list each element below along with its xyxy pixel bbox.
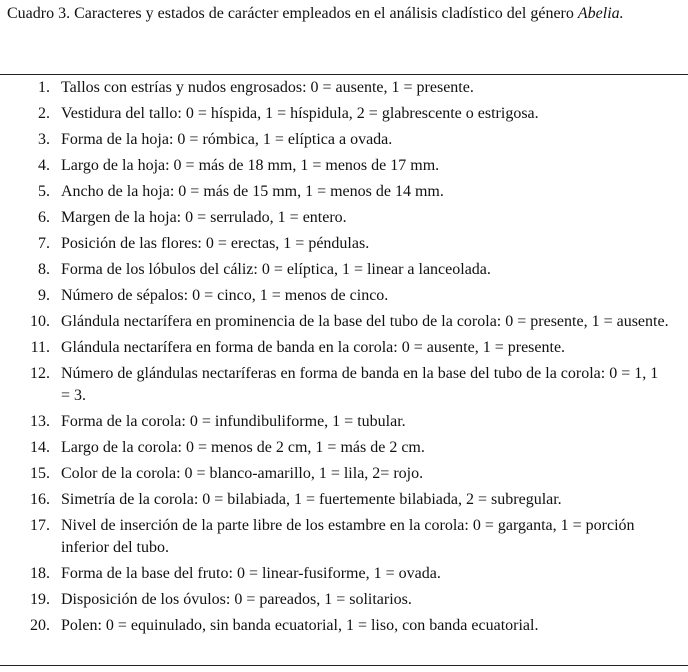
item-text: Tallos con estrías y nudos engrosados: 0 = ausente, 1 = presente. bbox=[61, 79, 474, 96]
item-text: Glándula nectarífera en prominencia de la base del tubo de la corola: 0 = presente, 1 = ausente. bbox=[61, 313, 669, 330]
item-text: Largo de la hoja: 0 = más de 18 mm, 1 = menos de 17 mm. bbox=[61, 157, 440, 174]
list-item bbox=[0, 563, 688, 585]
item-number: 6. bbox=[38, 209, 50, 226]
item-number: 9. bbox=[38, 287, 50, 304]
list-item bbox=[0, 77, 688, 99]
item-number: 10. bbox=[30, 313, 50, 330]
list-item bbox=[0, 129, 688, 151]
top-rule bbox=[0, 74, 688, 75]
item-number: 1. bbox=[38, 79, 50, 96]
list-item bbox=[0, 437, 688, 459]
list-item bbox=[0, 207, 688, 229]
list-item bbox=[0, 589, 688, 611]
item-number: 8. bbox=[38, 261, 50, 278]
item-number: 14. bbox=[30, 439, 50, 456]
item-number: 4. bbox=[38, 157, 50, 174]
item-text: Margen de la hoja: 0 = serrulado, 1 = entero. bbox=[61, 209, 347, 226]
item-text: Forma de los lóbulos del cáliz: 0 = elíptica, 1 = linear a lanceolada. bbox=[61, 261, 491, 278]
item-text: Ancho de la hoja: 0 = más de 15 mm, 1 = menos de 14 mm. bbox=[61, 183, 444, 200]
item-number: 18. bbox=[30, 565, 50, 582]
item-text: Posición de las flores: 0 = erectas, 1 = péndulas. bbox=[61, 235, 370, 252]
list-item bbox=[0, 155, 688, 177]
item-number: 20. bbox=[30, 617, 50, 634]
item-text: Polen: 0 = equinulado, sin banda ecuatorial, 1 = liso, con banda ecuatorial. bbox=[61, 617, 539, 634]
list-item bbox=[0, 463, 688, 485]
item-text: Número de sépalos: 0 = cinco, 1 = menos de cinco. bbox=[61, 287, 389, 304]
list-item bbox=[0, 411, 688, 433]
list-item bbox=[0, 259, 688, 281]
item-number: 3. bbox=[38, 131, 50, 148]
item-number: 13. bbox=[30, 413, 50, 430]
item-number: 15. bbox=[30, 465, 50, 482]
item-text: Glándula nectarífera en forma de banda en la corola: 0 = ausente, 1 = presente. bbox=[61, 339, 566, 356]
item-number: 7. bbox=[38, 235, 50, 252]
caption-genus: Abelia. bbox=[577, 5, 624, 22]
bottom-rule bbox=[0, 665, 688, 666]
item-text: Vestidura del tallo: 0 = híspida, 1 = híspidula, 2 = glabrescente o estrigosa. bbox=[61, 105, 539, 122]
list-item bbox=[0, 181, 688, 203]
list-item bbox=[0, 285, 688, 307]
list-item bbox=[0, 363, 688, 407]
list-item bbox=[0, 489, 688, 511]
list-item bbox=[0, 103, 688, 125]
item-number: 2. bbox=[38, 105, 50, 122]
item-text: Forma de la corola: 0 = infundibuliforme, 1 = tubular. bbox=[61, 413, 406, 430]
item-text: Disposición de los óvulos: 0 = pareados, 1 = solitarios. bbox=[61, 591, 412, 608]
table-caption bbox=[7, 3, 680, 25]
list-item bbox=[0, 233, 688, 255]
item-number: 12. bbox=[30, 365, 50, 382]
item-number: 11. bbox=[30, 339, 50, 356]
character-list bbox=[0, 77, 688, 641]
list-item bbox=[0, 337, 688, 359]
list-item bbox=[0, 615, 688, 637]
item-text: Forma de la hoja: 0 = rómbica, 1 = elíptica a ovada. bbox=[61, 131, 393, 148]
list-item bbox=[0, 515, 688, 559]
item-text: Forma de la base del fruto: 0 = linear-fusiforme, 1 = ovada. bbox=[61, 565, 441, 582]
item-text: Simetría de la corola: 0 = bilabiada, 1 = fuertemente bilabiada, 2 = subregular. bbox=[61, 491, 562, 508]
item-number: 17. bbox=[30, 517, 50, 534]
item-number: 16. bbox=[30, 491, 50, 508]
list-item bbox=[0, 311, 688, 333]
item-text: Nivel de inserción de la parte libre de los estambre en la corola: 0 = garganta, 1 = porción inferior del tubo. bbox=[61, 517, 635, 556]
item-text: Número de glándulas nectaríferas en forma de banda en la base del tubo de la corola: 0 = 1, 1 = 3. bbox=[61, 365, 659, 404]
caption-text: Cuadro 3. Caracteres y estados de carácter empleados en el análisis cladístico del género bbox=[7, 5, 574, 22]
item-number: 5. bbox=[38, 183, 50, 200]
item-text: Largo de la corola: 0 = menos de 2 cm, 1 = más de 2 cm. bbox=[61, 439, 425, 456]
item-text: Color de la corola: 0 = blanco-amarillo, 1 = lila, 2= rojo. bbox=[61, 465, 424, 482]
item-number: 19. bbox=[30, 591, 50, 608]
